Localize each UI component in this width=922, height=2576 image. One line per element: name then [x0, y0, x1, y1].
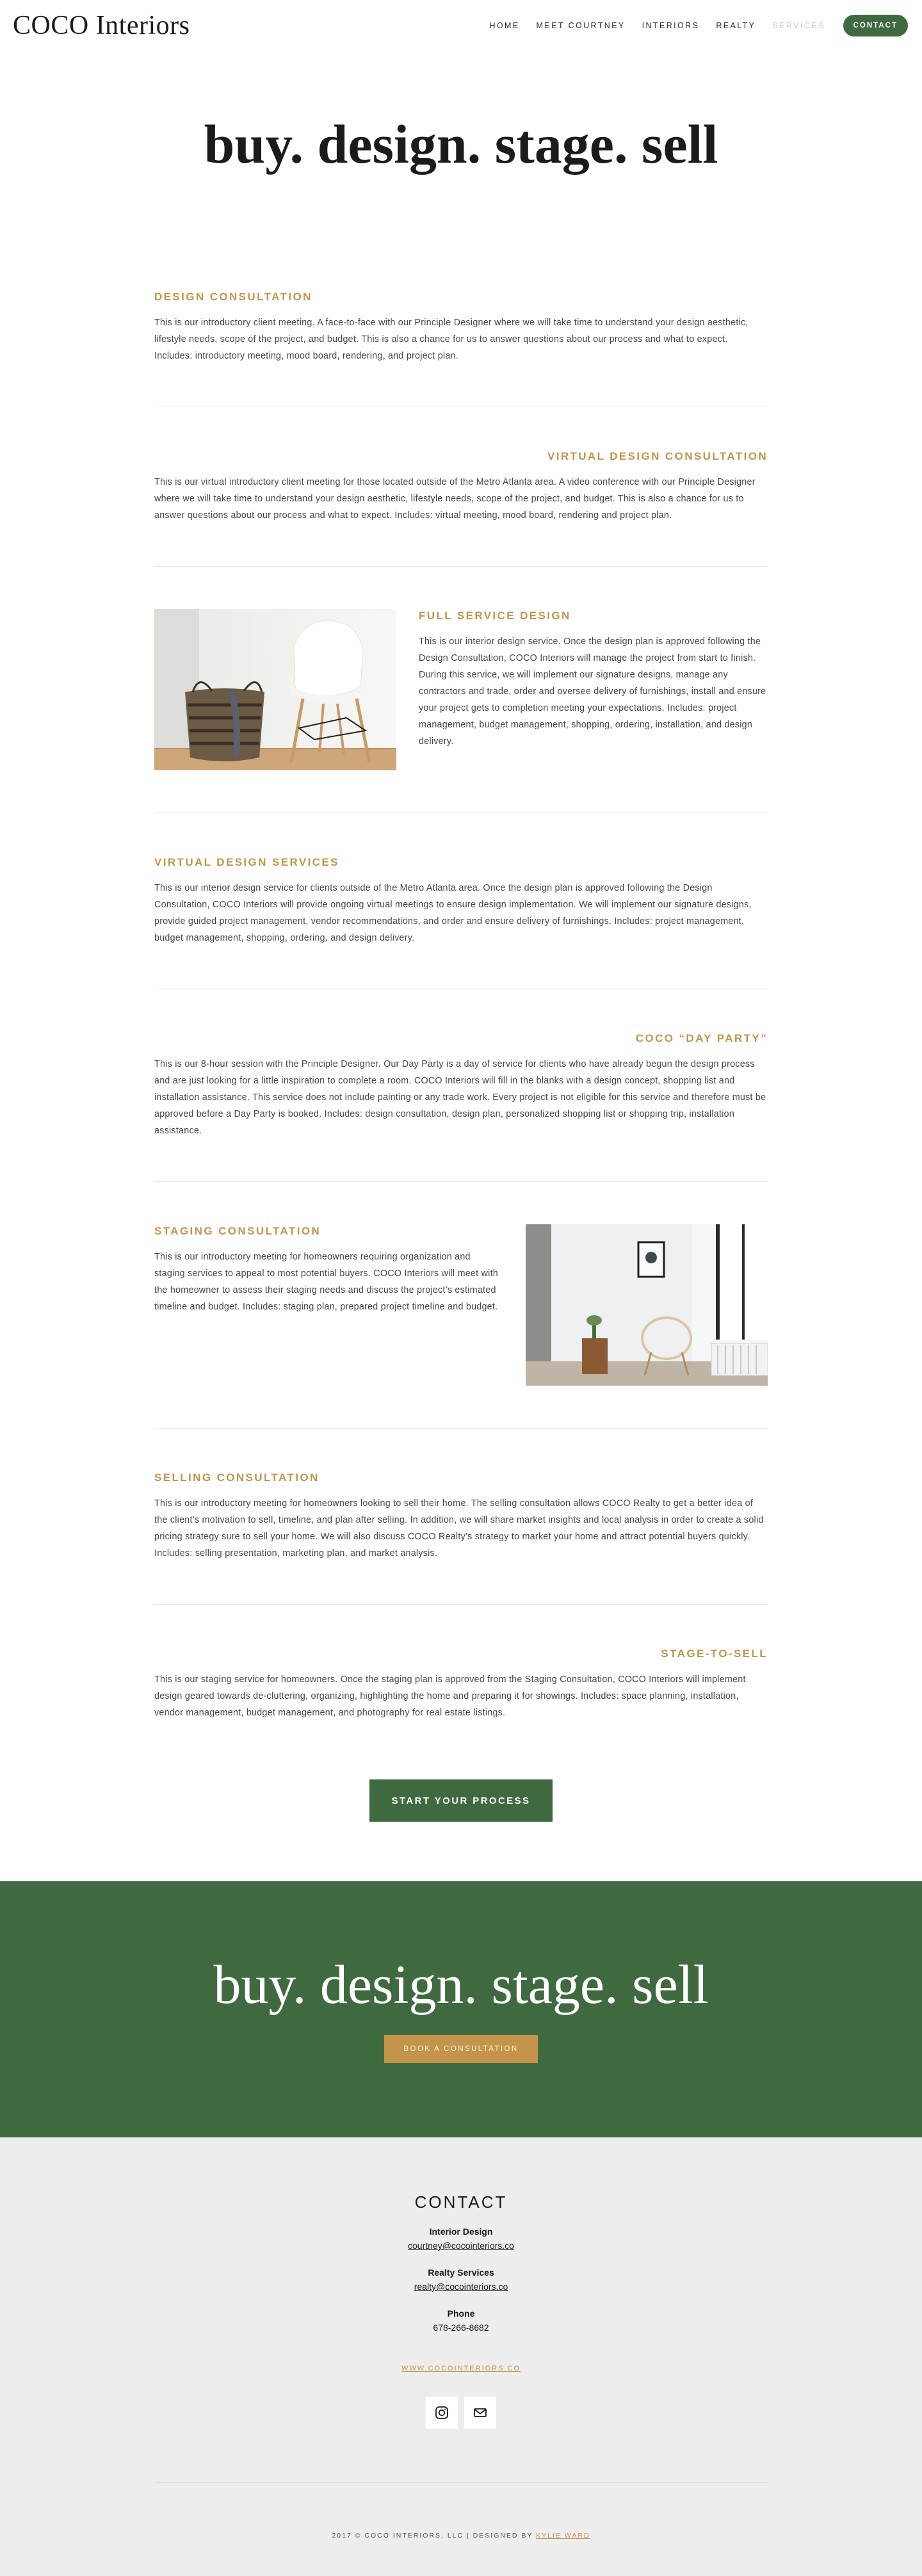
service-body [419, 609, 768, 750]
service-title: FULL SERVICE DESIGN [419, 610, 571, 622]
book-consultation-button[interactable]: BOOK A CONSULTATION [384, 2035, 537, 2063]
services-list [154, 290, 768, 1721]
service-staging-consultation [154, 1224, 768, 1429]
chair-basket-photo [154, 609, 396, 770]
service-design-consultation [154, 290, 768, 407]
copyright-text: 2017 © COCO INTERIORS, LLC | DESIGNED BY [332, 2532, 533, 2540]
site-logo[interactable]: COCO Interiors [13, 11, 190, 40]
service-full-service-design [154, 609, 768, 813]
service-description: This is our 8-hour session with the Principle Designer. Our Day Party is a day of service for clients who have already begun the design process and are just looking for a little inspiration to complete a room. COCO Interiors will fill in the blanks with a design concept, shopping list and installation assistance. This service does not include painting or any trade work. Every project is not eligible for this service and therefore must be approved before a Day Party is booked. Includes: design consultation, design plan, personalized shopping list or shopping trip, installation assistance. [154, 1059, 766, 1136]
main-nav [473, 15, 908, 36]
service-description: This is our virtual introductory client meeting for those located outside of the Metro Atlanta area. A video conference with our Principle Designer where we will take time to understand your design aesthetic, lifestyle needs, scope of the project, and budget. This is also a chance for us to answer questions about our process and what to expect. Includes: virtual meeting, mood board, rendering and project plan. [154, 477, 756, 521]
staged-room-photo [526, 1224, 768, 1386]
banner-title: buy. design. stage. sell [213, 1954, 709, 2015]
contact-button[interactable]: CONTACT [843, 15, 908, 36]
service-title: STAGING CONSULTATION [154, 1225, 321, 1237]
service-title: SELLING CONSULTATION [154, 1471, 319, 1484]
realty-email-link[interactable]: realty@cocointeriors.co [414, 2281, 508, 2292]
service-selling-consultation [154, 1471, 768, 1605]
hero-title: buy. design. stage. sell [204, 113, 718, 175]
website-link[interactable]: WWW.COCOINTERIORS.CO [401, 2365, 521, 2372]
start-your-process-button[interactable]: START YOUR PROCESS [369, 1779, 553, 1822]
interior-email-link[interactable]: courtney@cocointeriors.co [408, 2240, 514, 2251]
interior-design-label: Interior Design [429, 2226, 493, 2237]
social-links [0, 2397, 922, 2429]
service-title: STAGE-TO-SELL [661, 1648, 768, 1660]
nav-interiors[interactable]: INTERIORS [642, 21, 700, 30]
site-header [0, 0, 922, 51]
service-description: This is our staging service for homeowners. Once the staging plan is approved from the Staging Consultation, COCO Interiors will implement design geared towards de-cluttering, organizing, highlighting the home and preparing it for showings. Includes: space planning, installation, vendor management, budget management, and photography for real estate listings. [154, 1674, 746, 1718]
service-description: This is our interior design service for clients outside of the Metro Atlanta area. Once the design plan is approved following the Design Consultation, COCO Interiors will provide ongoing virtual meetings to ensure design implementation. We will implement our signature designs, provide guided project management, vendor recommendations, and order and ensure delivery of furnishings. Includes: project management, budget management, shopping, ordering, and design delivery. [154, 883, 752, 943]
footer-contact-heading: CONTACT [414, 2192, 508, 2212]
phone-label: Phone [447, 2308, 475, 2319]
service-virtual-design-services [154, 855, 768, 989]
service-coco-day-party [154, 1032, 768, 1182]
nav-home[interactable]: HOME [489, 21, 520, 30]
service-description: This is our introductory meeting for homeowners requiring organization and staging services to appeal to most potential buyers. COCO Interiors will meet with the homeowner to assess their staging needs and discuss the project’s estimated timeline and budget. Includes: staging plan, prepared project timeline and budget. [154, 1252, 498, 1312]
service-description: This is our introductory client meeting. A face-to-face with our Principle Designer where we will take time to understand your design aesthetic, lifestyle needs, scope of the project, and budget. This is also a chance for us to answer questions about our process and what to expect. Includes: introductory meeting, mood board, rendering, and project plan. [154, 318, 748, 361]
green-banner [0, 1881, 922, 2137]
designer-link[interactable]: KYLIE WARD [536, 2532, 590, 2540]
nav-meet-courtney[interactable]: MEET COURTNEY [536, 21, 626, 30]
phone-number: 678-266-8682 [433, 2322, 489, 2333]
service-virtual-design-consultation [154, 450, 768, 567]
instagram-icon[interactable] [426, 2397, 458, 2429]
service-title: VIRTUAL DESIGN CONSULTATION [547, 450, 768, 462]
service-description: This is our interior design service. Once the design plan is approved following the Design Consultation, COCO Interiors will manage the project from start to finish. During this service, we will implement our signature designs, manage any contractors and trade, order and oversee delivery of furnishings, install and ensure your project gets to completion meeting your expectations. Includes: project management, budget management, shopping, ordering, installation, and design delivery. [419, 636, 766, 747]
service-description: This is our introductory meeting for homeowners looking to sell their home. The selling consultation allows COCO Realty to get a better idea of the client’s motivation to sell, timeline, and plan after selling. In addition, we will share market insights and local analysis in order to create a solid pricing strategy sure to sell your home. We will also discuss COCO Realty’s strategy to market your home and attract potential buyers quickly. Includes: selling presentation, marketing plan, and market analysis. [154, 1498, 764, 1559]
service-body [154, 1224, 503, 1315]
service-stage-to-sell [154, 1647, 768, 1721]
realty-services-label: Realty Services [428, 2267, 494, 2278]
service-title: COCO “DAY PARTY” [635, 1032, 768, 1044]
service-title: DESIGN CONSULTATION [154, 291, 312, 303]
email-icon[interactable] [464, 2397, 496, 2429]
nav-realty[interactable]: REALTY [716, 21, 756, 30]
nav-services[interactable]: SERVICES [772, 21, 825, 30]
copyright [0, 2532, 922, 2540]
site-footer [0, 2137, 922, 2576]
service-title: VIRTUAL DESIGN SERVICES [154, 856, 339, 868]
cta-section [0, 1779, 922, 1822]
